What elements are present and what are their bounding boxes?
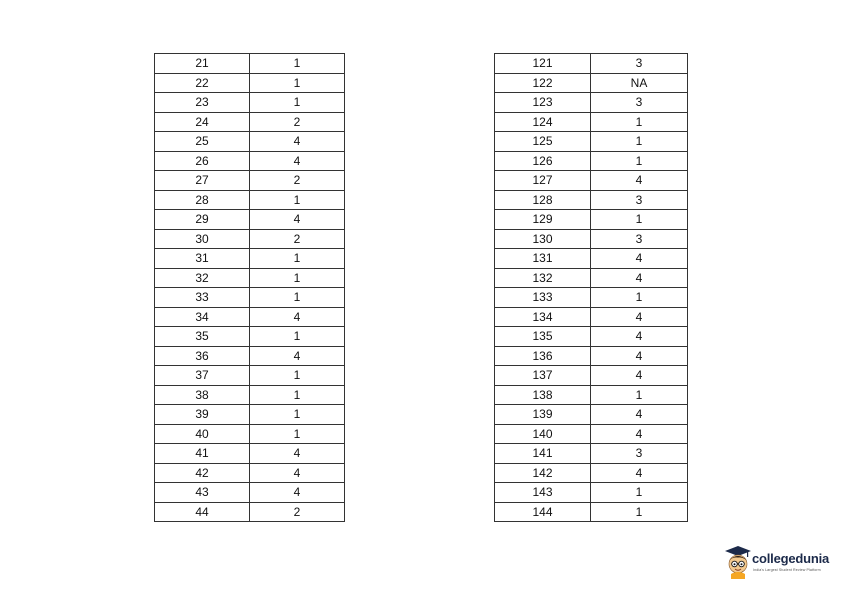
table-row <box>155 229 345 249</box>
table-row <box>155 190 345 210</box>
question-number-cell: 31 <box>155 249 250 269</box>
answer-cell: NA <box>591 73 688 93</box>
table-row <box>495 463 688 483</box>
question-number-cell: 131 <box>495 249 591 269</box>
answer-cell: 4 <box>591 307 688 327</box>
table-row <box>155 385 345 405</box>
question-number-cell: 123 <box>495 93 591 113</box>
question-number-cell: 143 <box>495 483 591 503</box>
answer-cell: 4 <box>591 366 688 386</box>
question-number-cell: 43 <box>155 483 250 503</box>
table-row <box>495 483 688 503</box>
answer-cell: 1 <box>250 54 345 74</box>
table-row <box>495 385 688 405</box>
table-row <box>495 502 688 522</box>
question-number-cell: 125 <box>495 132 591 152</box>
table-row <box>155 268 345 288</box>
question-number-cell: 135 <box>495 327 591 347</box>
table-row <box>495 132 688 152</box>
question-number-cell: 39 <box>155 405 250 425</box>
table-row <box>155 112 345 132</box>
answer-cell: 4 <box>591 405 688 425</box>
question-number-cell: 127 <box>495 171 591 191</box>
logo-wordmark: collegedunia <box>752 551 830 566</box>
table-row <box>155 132 345 152</box>
table-row <box>495 249 688 269</box>
answer-cell: 1 <box>250 405 345 425</box>
answer-table-left-body <box>155 54 345 522</box>
answer-cell: 4 <box>591 463 688 483</box>
answer-cell: 4 <box>250 483 345 503</box>
answer-cell: 1 <box>250 249 345 269</box>
answer-cell: 4 <box>250 444 345 464</box>
table-row <box>495 327 688 347</box>
answer-table-left <box>154 53 345 522</box>
table-row <box>495 190 688 210</box>
question-number-cell: 34 <box>155 307 250 327</box>
question-number-cell: 40 <box>155 424 250 444</box>
question-number-cell: 32 <box>155 268 250 288</box>
answer-cell: 1 <box>250 268 345 288</box>
answer-cell: 4 <box>250 210 345 230</box>
question-number-cell: 133 <box>495 288 591 308</box>
table-row <box>495 405 688 425</box>
question-number-cell: 132 <box>495 268 591 288</box>
answer-cell: 1 <box>250 73 345 93</box>
table-row <box>495 73 688 93</box>
answer-cell: 4 <box>591 249 688 269</box>
answer-cell: 4 <box>250 151 345 171</box>
answer-cell: 4 <box>250 463 345 483</box>
answer-cell: 4 <box>250 132 345 152</box>
question-number-cell: 138 <box>495 385 591 405</box>
question-number-cell: 140 <box>495 424 591 444</box>
table-row <box>155 502 345 522</box>
table-row <box>495 112 688 132</box>
question-number-cell: 141 <box>495 444 591 464</box>
table-row <box>155 463 345 483</box>
answer-cell: 4 <box>591 346 688 366</box>
question-number-cell: 24 <box>155 112 250 132</box>
answer-cell: 2 <box>250 229 345 249</box>
table-row <box>155 73 345 93</box>
question-number-cell: 33 <box>155 288 250 308</box>
question-number-cell: 29 <box>155 210 250 230</box>
table-row <box>155 151 345 171</box>
question-number-cell: 128 <box>495 190 591 210</box>
table-row <box>155 424 345 444</box>
question-number-cell: 139 <box>495 405 591 425</box>
answer-cell: 1 <box>591 151 688 171</box>
question-number-cell: 22 <box>155 73 250 93</box>
question-number-cell: 134 <box>495 307 591 327</box>
answer-cell: 1 <box>591 132 688 152</box>
answer-cell: 1 <box>250 93 345 113</box>
question-number-cell: 23 <box>155 93 250 113</box>
answer-cell: 1 <box>591 112 688 132</box>
answer-cell: 1 <box>250 327 345 347</box>
answer-cell: 1 <box>591 288 688 308</box>
table-row <box>155 288 345 308</box>
table-row <box>495 307 688 327</box>
table-row <box>495 424 688 444</box>
table-row <box>155 327 345 347</box>
question-number-cell: 126 <box>495 151 591 171</box>
answer-cell: 1 <box>250 288 345 308</box>
answer-cell: 1 <box>250 424 345 444</box>
mascot-icon <box>722 543 752 579</box>
question-number-cell: 129 <box>495 210 591 230</box>
question-number-cell: 26 <box>155 151 250 171</box>
table-row <box>495 288 688 308</box>
table-row <box>495 54 688 74</box>
question-number-cell: 28 <box>155 190 250 210</box>
question-number-cell: 44 <box>155 502 250 522</box>
table-row <box>155 366 345 386</box>
table-row <box>155 346 345 366</box>
answer-cell: 3 <box>591 229 688 249</box>
question-number-cell: 36 <box>155 346 250 366</box>
question-number-cell: 121 <box>495 54 591 74</box>
answer-cell: 1 <box>591 483 688 503</box>
table-row <box>495 151 688 171</box>
question-number-cell: 137 <box>495 366 591 386</box>
answer-cell: 2 <box>250 502 345 522</box>
question-number-cell: 124 <box>495 112 591 132</box>
question-number-cell: 42 <box>155 463 250 483</box>
question-number-cell: 142 <box>495 463 591 483</box>
answer-cell: 3 <box>591 444 688 464</box>
table-row <box>495 268 688 288</box>
question-number-cell: 37 <box>155 366 250 386</box>
question-number-cell: 35 <box>155 327 250 347</box>
question-number-cell: 25 <box>155 132 250 152</box>
collegedunia-logo <box>722 543 838 579</box>
answer-cell: 4 <box>591 171 688 191</box>
answer-cell: 4 <box>250 307 345 327</box>
question-number-cell: 21 <box>155 54 250 74</box>
question-number-cell: 30 <box>155 229 250 249</box>
table-row <box>155 307 345 327</box>
table-row <box>155 210 345 230</box>
question-number-cell: 144 <box>495 502 591 522</box>
answer-cell: 1 <box>250 190 345 210</box>
answer-cell: 1 <box>591 385 688 405</box>
answer-cell: 3 <box>591 190 688 210</box>
answer-cell: 2 <box>250 171 345 191</box>
question-number-cell: 130 <box>495 229 591 249</box>
question-number-cell: 27 <box>155 171 250 191</box>
answer-cell: 1 <box>250 366 345 386</box>
table-row <box>495 346 688 366</box>
table-row <box>155 405 345 425</box>
answer-cell: 1 <box>591 210 688 230</box>
answer-cell: 4 <box>591 424 688 444</box>
answer-cell: 1 <box>591 502 688 522</box>
answer-cell: 1 <box>250 385 345 405</box>
table-row <box>495 229 688 249</box>
table-row <box>155 93 345 113</box>
question-number-cell: 122 <box>495 73 591 93</box>
table-row <box>495 210 688 230</box>
answer-cell: 3 <box>591 93 688 113</box>
answer-cell: 2 <box>250 112 345 132</box>
table-row <box>155 483 345 503</box>
answer-table-right <box>494 53 688 522</box>
table-row <box>155 54 345 74</box>
table-row <box>495 444 688 464</box>
answer-table-right-body <box>495 54 688 522</box>
answer-cell: 4 <box>250 346 345 366</box>
table-row <box>495 171 688 191</box>
logo-tagline: India's Largest Student Review Platform <box>753 568 821 572</box>
question-number-cell: 136 <box>495 346 591 366</box>
table-row <box>155 171 345 191</box>
table-row <box>155 444 345 464</box>
question-number-cell: 41 <box>155 444 250 464</box>
answer-cell: 3 <box>591 54 688 74</box>
table-row <box>155 249 345 269</box>
question-number-cell: 38 <box>155 385 250 405</box>
answer-cell: 4 <box>591 268 688 288</box>
table-row <box>495 366 688 386</box>
table-row <box>495 93 688 113</box>
answer-cell: 4 <box>591 327 688 347</box>
